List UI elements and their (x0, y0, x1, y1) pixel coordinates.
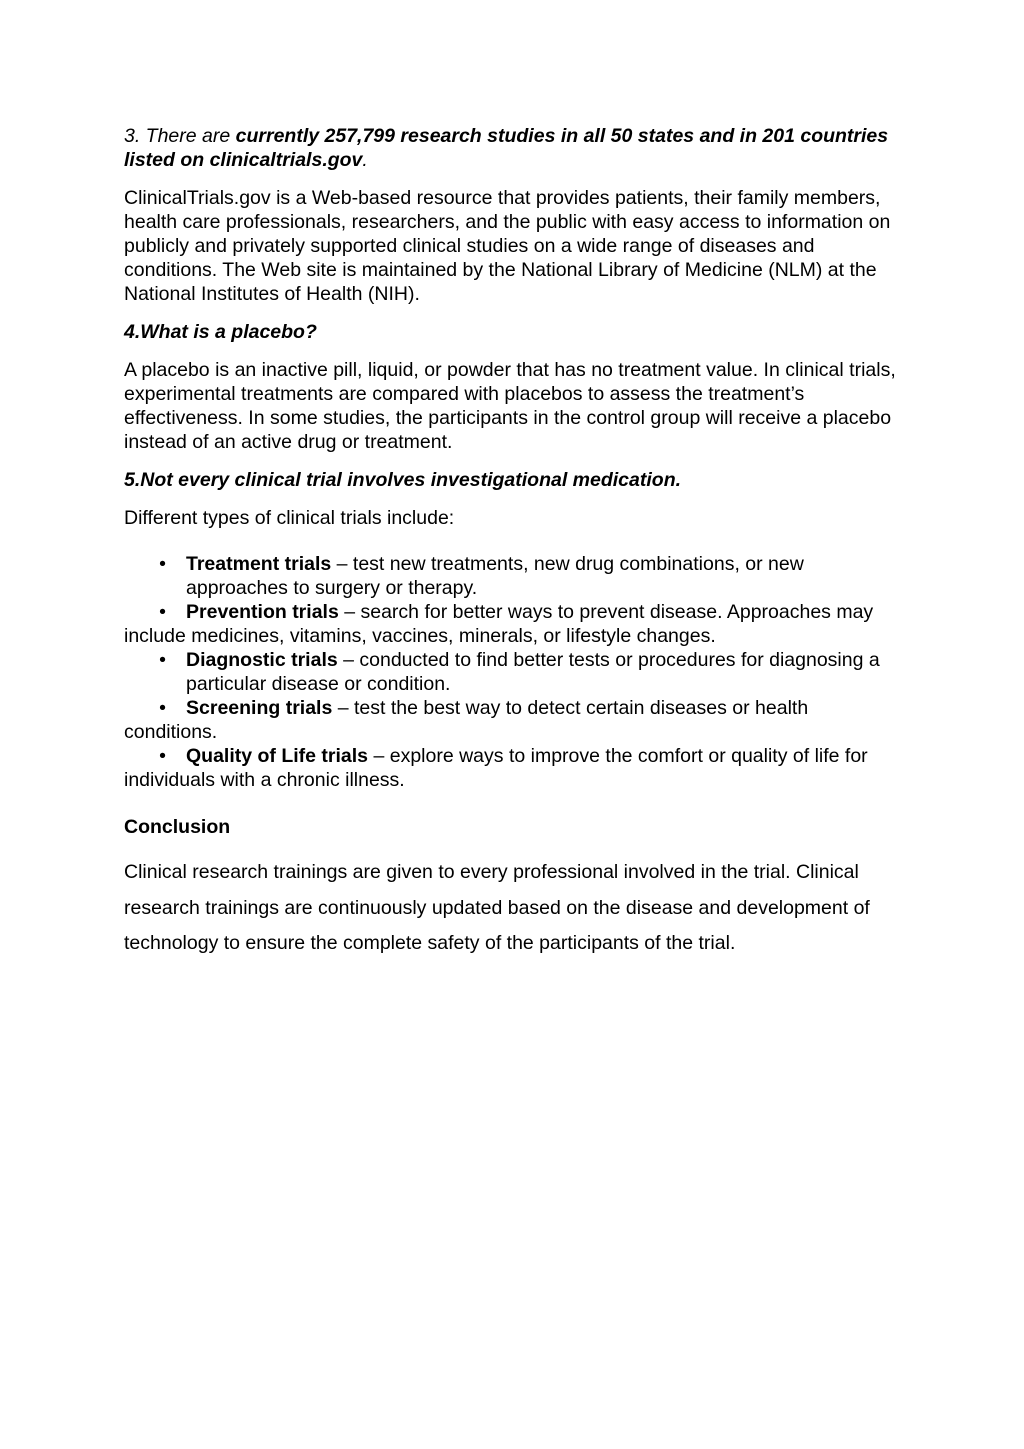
bullet-icon: • (159, 601, 166, 623)
trial-type-name: Screening trials (186, 697, 333, 719)
trial-type-name: Diagnostic trials (186, 649, 338, 671)
conclusion-body: Clinical research trainings are given to every professional involved in the trial. Clinical research trainings are continuously updated based on the disease and development of technology to ensure the complete safety of the participants of the trial. (124, 861, 870, 954)
trial-type-description: – test the best way to detect certain diseases or health conditions. (124, 697, 809, 743)
list-item-prevention-trials (124, 600, 904, 648)
section-5-intro: Different types of clinical trials include: (124, 507, 455, 529)
section-5-heading: 5.Not every clinical trial involves investigational medication. (124, 469, 682, 491)
section-3-suffix: . (362, 149, 368, 171)
trial-type-name: Treatment trials (186, 553, 332, 575)
clinicaltrials-paragraph: ClinicalTrials.gov is a Web-based resource that provides patients, their family members, health care professionals, researchers, and the public with easy access to information on publicly and privately supported clinical studies on a wide range of diseases and conditions. The Web site is maintained by the National Library of Medicine (NLM) at the National Institutes of Health (NIH). (124, 187, 891, 305)
trial-type-name: Prevention trials (186, 601, 339, 623)
trial-types-list (124, 552, 904, 792)
bullet-icon: • (159, 697, 166, 719)
trial-type-description: – test new treatments, new drug combinations, or new approaches to surgery or therapy. (186, 553, 804, 599)
bullet-icon: • (159, 553, 166, 575)
conclusion-heading: Conclusion (124, 816, 231, 838)
trial-type-description: – search for better ways to prevent disease. Approaches may include medicines, vitamins, vaccines, minerals, or lifestyle changes. (124, 601, 874, 647)
section-3-bold-text: currently 257,799 research studies in all 50 states and in 201 countries listed on clinicaltrials.gov (124, 125, 889, 171)
bullet-icon: • (159, 745, 166, 767)
trial-type-description: – conducted to find better tests or procedures for diagnosing a particular disease or condition. (186, 649, 880, 695)
list-item-diagnostic-trials (124, 648, 904, 696)
section-3-prefix: 3. There are (124, 125, 236, 147)
list-item-treatment-trials (124, 552, 904, 600)
section-4-body: A placebo is an inactive pill, liquid, or powder that has no treatment value. In clinical trials, experimental treatments are compared with placebos to assess the treatment’s effectiveness. In some studies, the participants in the control group will receive a placebo instead of an active drug or treatment. (124, 359, 896, 453)
section-4-heading: 4.What is a placebo? (124, 321, 317, 343)
bullet-icon: • (159, 649, 166, 671)
list-item-screening-trials (124, 696, 904, 744)
trial-type-name: Quality of Life trials (186, 745, 369, 767)
trial-type-description: – explore ways to improve the comfort or quality of life for individuals with a chronic illness. (124, 745, 868, 791)
section-3-statement (124, 124, 904, 172)
document-page (124, 124, 904, 962)
list-item-quality-of-life-trials (124, 744, 904, 792)
